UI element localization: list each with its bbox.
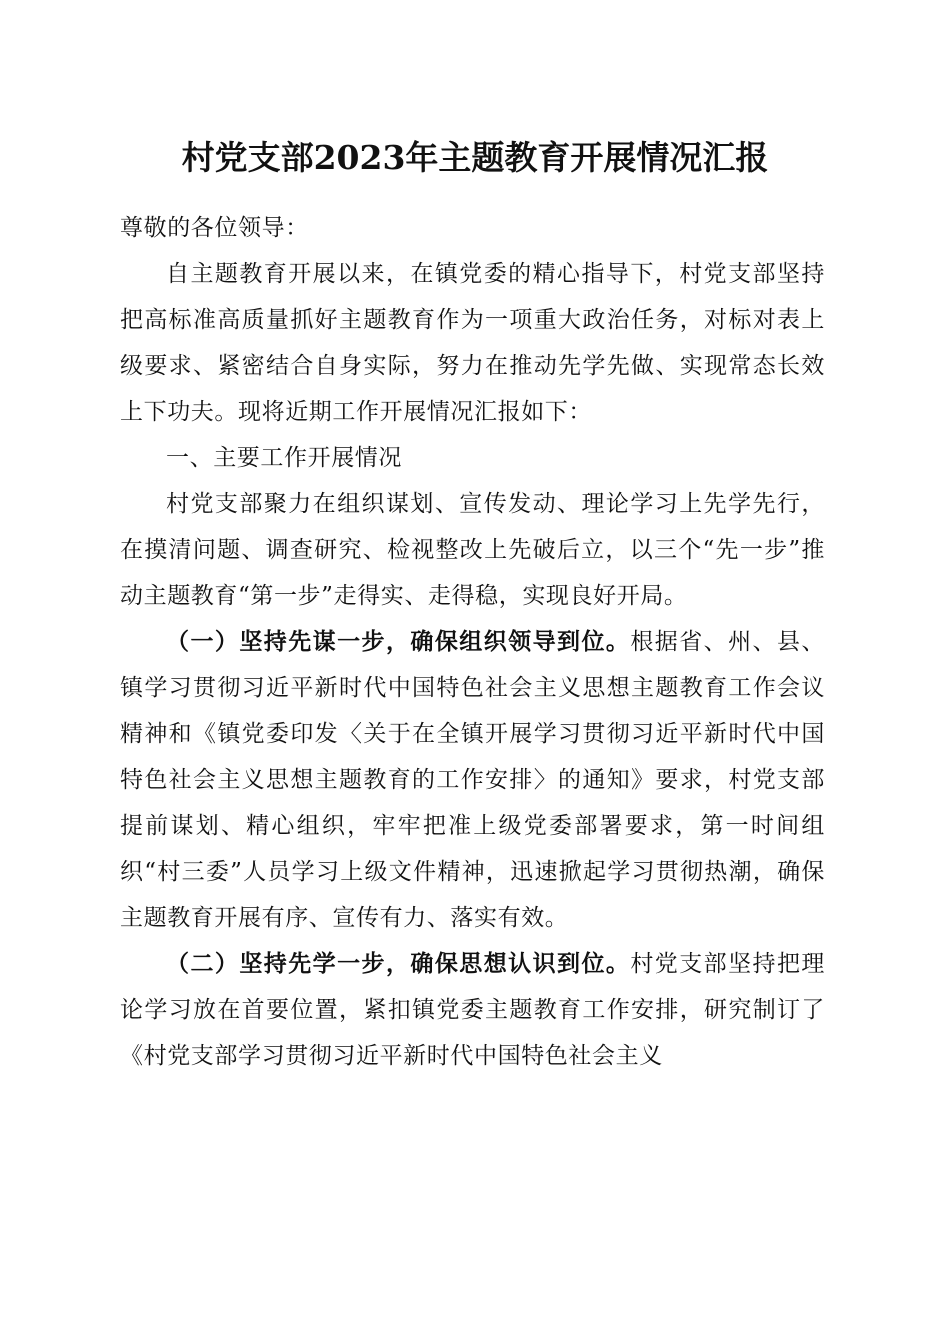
document-title: 村党支部2023年主题教育开展情况汇报	[181, 138, 769, 177]
intro-paragraph: 自主题教育开展以来，在镇党委的精心指导下，村党支部坚持把高标准高质量抓好主题教育作为一项重大政治任务，对标对表上级要求、紧密结合自身实际，努力在推动先学先做、实现常态长效上下功夫。现将近期工作开展情况汇报如下：	[120, 261, 825, 425]
item-2-body: 村党支部坚持把理论学习放在首要位置，紧扣镇党委主题教育工作安排，研究制订了《村党支部学习贯彻习近平新时代中国特色社会主义	[120, 951, 825, 1069]
document-body	[120, 205, 825, 1079]
salutation: 尊敬的各位领导：	[120, 215, 309, 241]
item-1-body: 根据省、州、县、镇学习贯彻习近平新时代中国特色社会主义思想主题教育工作会议精神和《镇党委印发〈关于在全镇开展学习贯彻习近平新时代中国特色社会主义思想主题教育的工作安排〉的通知》要求，村党支部提前谋划、精心组织，牢牢把准上级党委部署要求，第一时间组织“村三委”人员学习上级文件精神，迅速掀起学习贯彻热潮，确保主题教育开展有序、宣传有力、落实有效。	[120, 629, 825, 931]
section-summary-paragraph: 村党支部聚力在组织谋划、宣传发动、理论学习上先学先行，在摸清问题、调查研究、检视整改上先破后立，以三个“先一步”推动主题教育“第一步”走得实、走得稳，实现良好开局。	[120, 491, 825, 609]
section-heading: 一、主要工作开展情况	[166, 445, 402, 471]
item-2-lead: （二）坚持先学一步，确保思想认识到位。	[166, 950, 631, 977]
item-1-paragraph	[120, 619, 825, 941]
item-1-lead: （一）坚持先谋一步，确保组织领导到位。	[166, 628, 631, 655]
item-2-paragraph	[120, 941, 825, 1079]
